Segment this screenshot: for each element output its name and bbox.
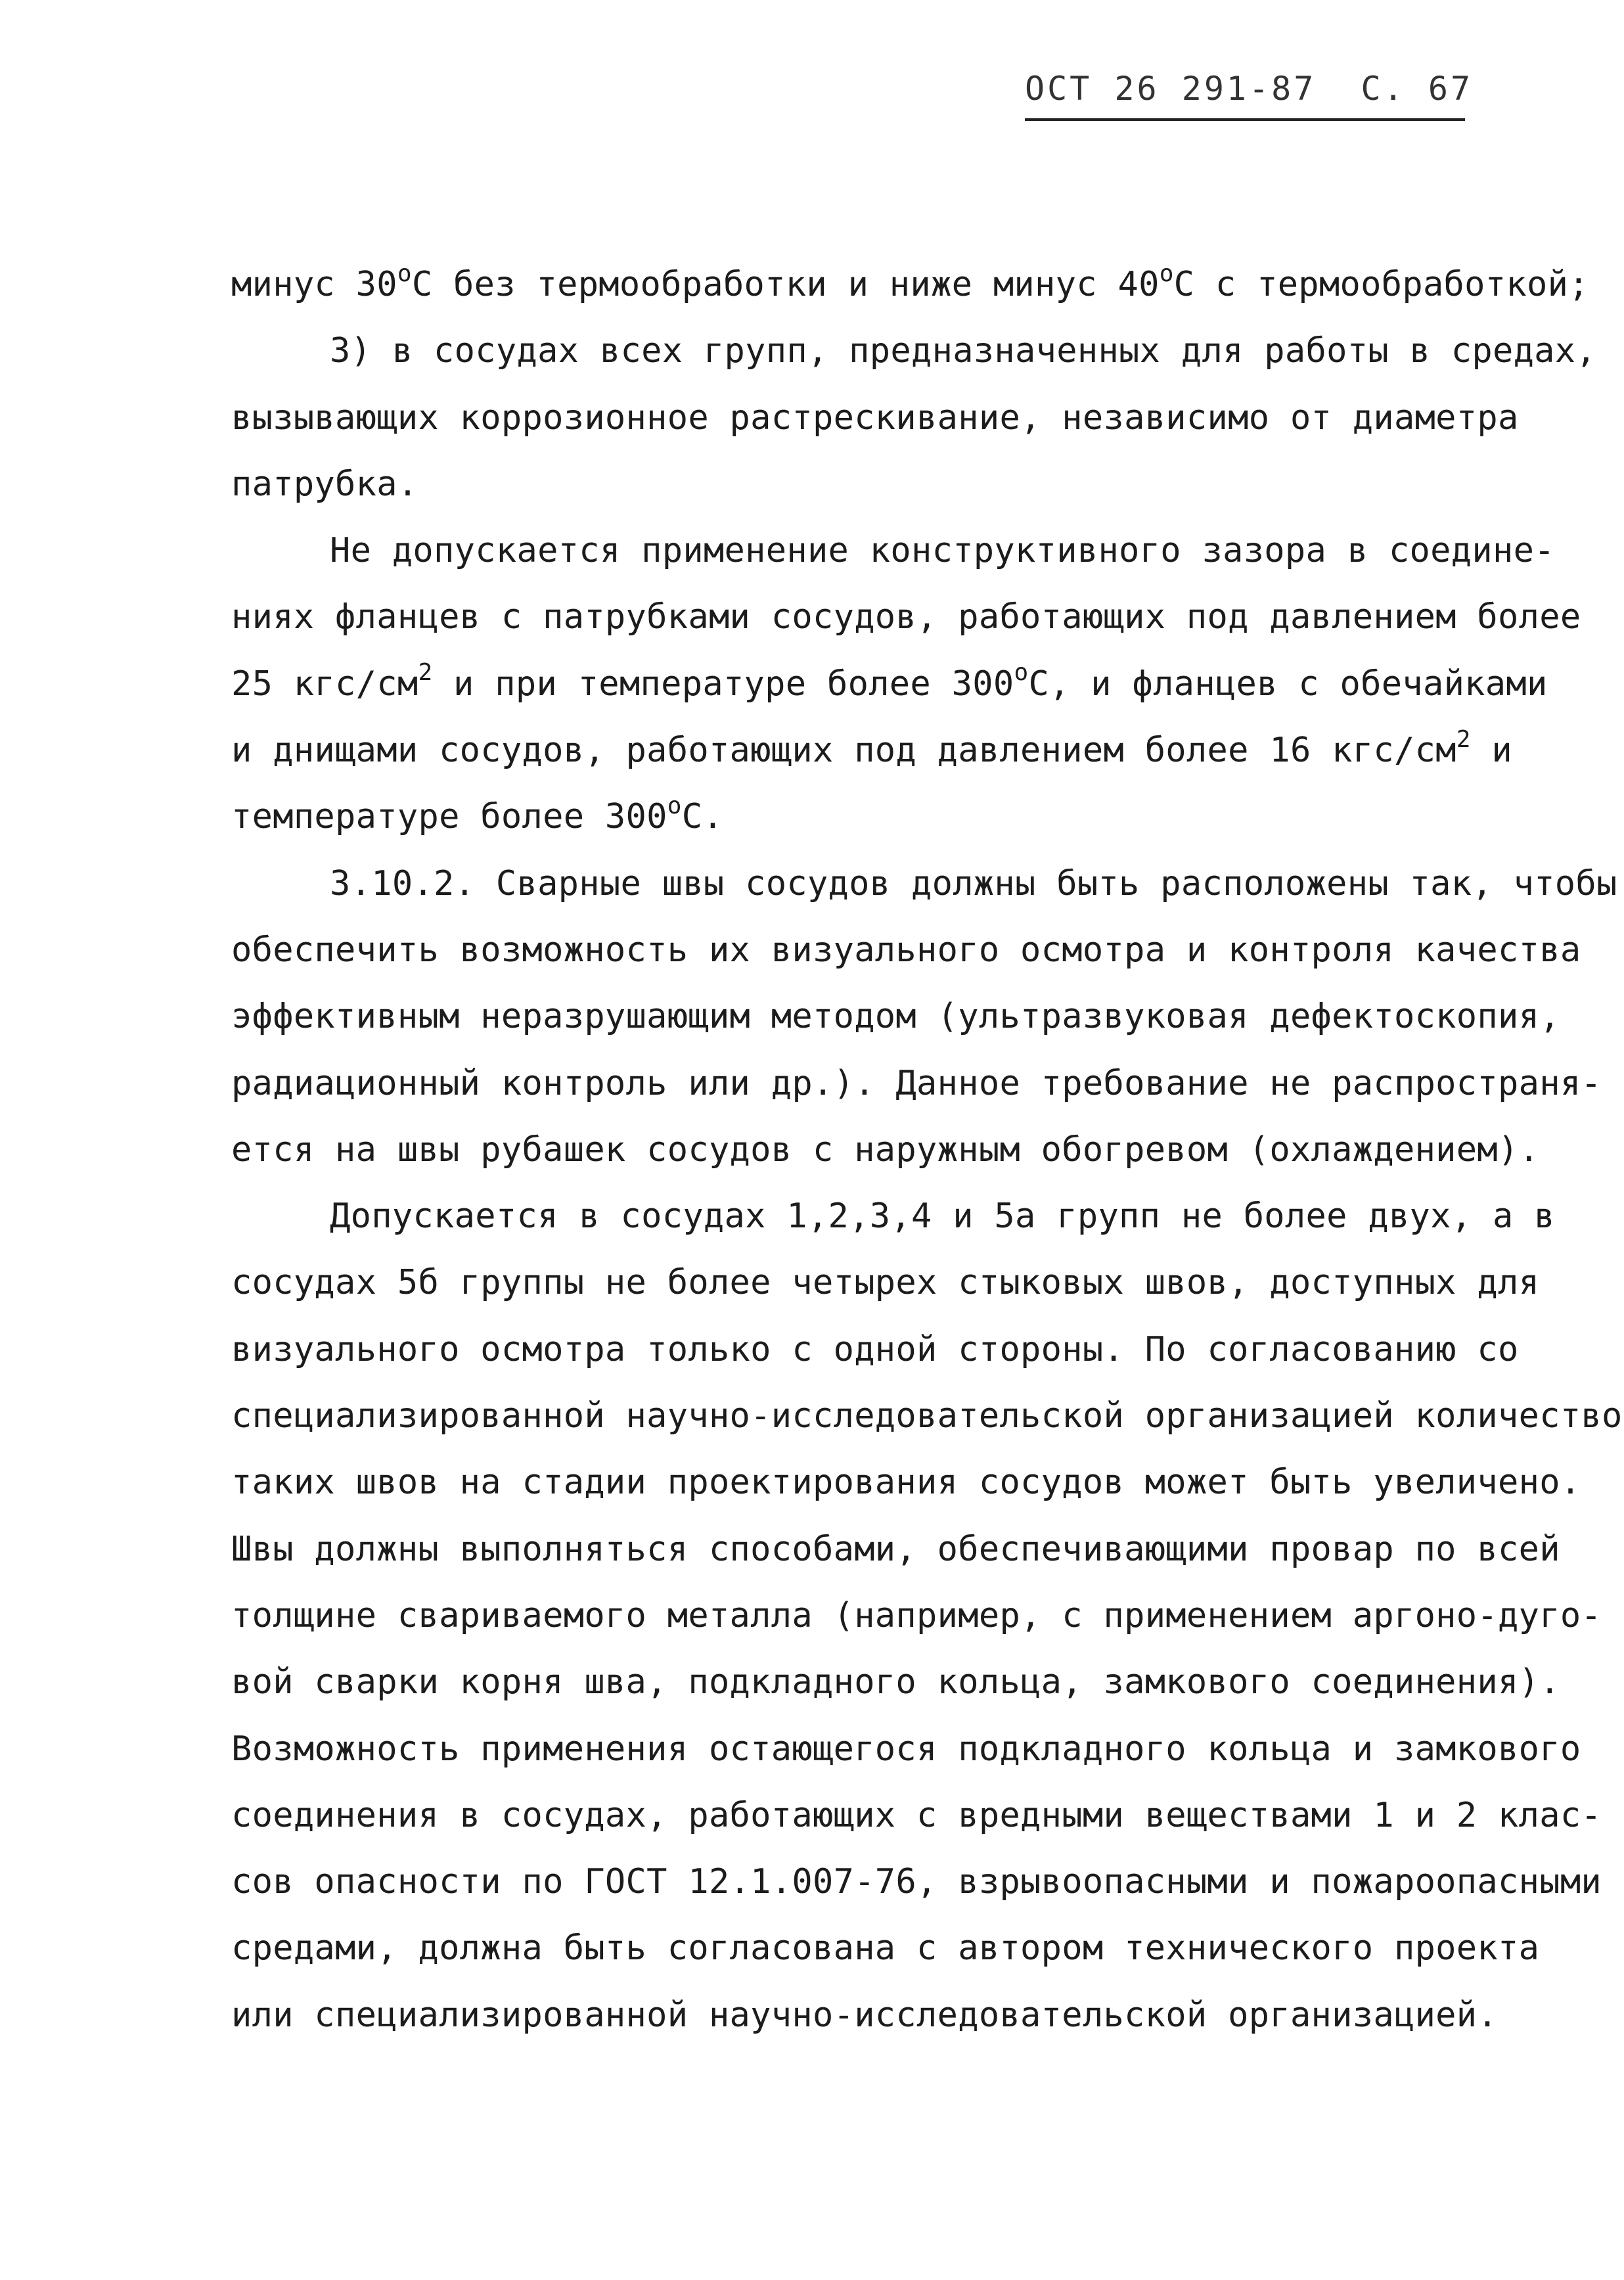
text-line: ниях фланцев с патрубками сосудов, работающих под давлением более [231,597,1581,637]
text-line: Возможность применения остающегося подкладного кольца и замкового [231,1729,1581,1769]
text-line: Допускается в сосудах 1,2,3,4 и 5а групп не более двух, а в [330,1197,1555,1237]
text-line: ется на швы рубашек сосудов с наружным обогревом (охлаждением). [231,1129,1540,1170]
text-line: эффективным неразрушающим методом (ультразвуковая дефектоскопия, [231,997,1560,1037]
text-line: обеспечить возможность их визуального осмотра и контроля качества [231,930,1581,970]
text-line: температуре более $300^оС$. [231,792,723,837]
text-line: средами, должна быть согласована с автором технического проекта [231,1928,1540,1969]
text-line: 25 кгс/$см^2$ и при температуре более $300^оС$, и фланцев с обечайками [231,659,1548,704]
text-line: специализированной научно-исследовательской организацией количество [231,1396,1623,1436]
text-line: соединения в сосудах, работающих с вредными веществами 1 и 2 клас- [231,1795,1602,1835]
page-header [1025,62,1472,122]
text-line: сосудах 5б группы не более четырех стыковых швов, доступных для [231,1263,1540,1303]
text-line: визуального осмотра только с одной стороны. По согласованию со [231,1329,1519,1369]
text-line: патрубка. [231,464,418,504]
text-line: и днищами сосудов, работающих под давлением более 16 кгс/$см^2$ и [231,725,1512,771]
text-line: Швы должны выполняться способами, обеспечивающими провар по всей [231,1529,1560,1569]
body-text [231,252,1623,2049]
text-line: 3.10.2. Сварные швы сосудов должны быть расположены так, чтобы [330,863,1617,903]
text-line: минус $30^оС$ без термообработки и ниже минус $40^оС$ с термообработкой; [231,260,1589,304]
text-line: толщине свариваемого металла (например, с применением аргоно-дуго- [231,1595,1602,1635]
text-line: 3) в сосудах всех групп, предназначенных для работы в средах, [330,331,1597,371]
text-line: или специализированной научно-исследовательской организацией. [231,1995,1499,2035]
header-underline [1025,118,1465,121]
text-line: таких швов на стадии проектирования сосудов может быть увеличено. [231,1463,1581,1503]
text-line: вой сварки корня шва, подкладного кольца, замкового соединения). [231,1662,1560,1702]
text-line: вызывающих коррозионное растрескивание, независимо от диаметра [231,398,1519,438]
text-line: сов опасности по ГОСТ 12.1.007-76, взрывоопасными и пожароопасными [231,1862,1602,1902]
text-line: Не допускается применение конструктивного зазора в соедине- [330,531,1555,571]
text-line: радиационный контроль или др.). Данное требование не распространя- [231,1063,1602,1103]
header-standard-page: ОСТ 26 291-87 С. 67 [1025,70,1474,108]
